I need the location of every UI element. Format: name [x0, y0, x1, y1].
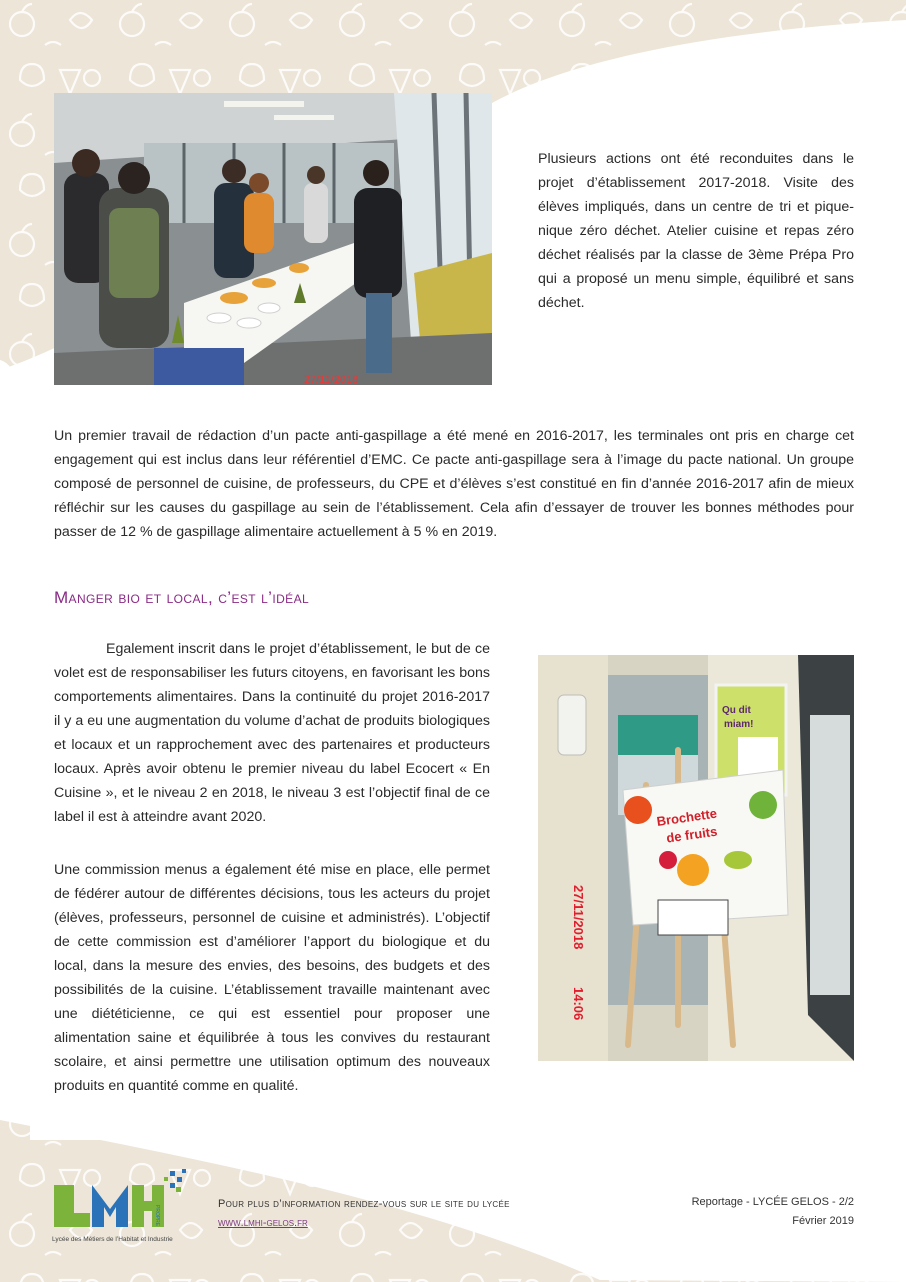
logo-side-text: PROPRE — [154, 1205, 160, 1227]
lycee-logo — [52, 1165, 192, 1245]
photo-cafeteria-buffet — [54, 93, 492, 385]
photo2-time-stamp: 14:06 — [571, 987, 586, 1021]
photo1-date-stamp: 27/11/2018 — [304, 374, 359, 385]
footer-report — [692, 1193, 854, 1231]
section-heading: Manger bio et local, c’est l’idéal — [54, 588, 310, 607]
report-label: Reportage - LYCÉE GELOS - 2/2 — [691, 1196, 854, 1208]
photo-fruit-poster — [538, 655, 854, 1061]
poster-title-2: de fruits — [665, 823, 719, 846]
report-date: Février 2019 — [792, 1215, 854, 1227]
logo-caption: Lycée des Métiers de l’Habitat et Industrie — [52, 1236, 173, 1243]
footer-info — [218, 1195, 510, 1233]
intro-paragraph: Plusieurs actions ont été reconduites dans le projet d’établissement 2017-2018. Visite des élèves impliqués, dans un centre de tri et pique-nique zéro déchet. Atelier cuisine et repas zéro déchet réalisés par la classe de 3ème Prépa Pro qui a proposé un menu simple, équilibré et sans déchet. — [538, 151, 854, 311]
poster-title-1: Brochette — [655, 805, 718, 829]
bio-paragraph-2: Une commission menus a également été mise en place, elle permet de fédérer autour de différentes décisions, tous les acteurs du projet (élèves, professeurs, personnel de cuisine et administrés). L’objectif de cette commission est d’améliorer l’apport du biologique et du local, dans la mesure des envies, des besoins, des budgets et des possibilités de la cuisine. L’établissement travaille maintenant avec une diététicienne, ce qui est essentiel pour proposer une alimentation saine et équilibrée à tous les convives du restaurant scolaire, et ainsi permettre une utilisation optimum des nouveaux produits en quantité comme en qualité. — [54, 862, 490, 1094]
footer-info-line: Pour plus d’information rendez-vous sur le site du lycée — [218, 1198, 510, 1210]
pacte-paragraph: Un premier travail de rédaction d’un pacte anti-gaspillage a été mené en 2016-2017, les terminales ont pris en charge cet engagement qui est inclus dans leur référentiel d’EMC. Ce pacte anti-gaspillage sera à l’image du pacte national. Un groupe composé de personnel de cuisine, de professeurs, du CPE et d’élèves s’est constitué en fin d’année 2016-2017 afin de mieux réfléchir sur les causes du gaspillage au sein de l’établissement. Cela afin d’essayer de trouver les bonnes méthodes pour passer de 12 % de gaspillage alimentaire actuellement à 5 % en 2019. — [54, 428, 854, 540]
wall-poster-text-1: Qu dit — [722, 705, 751, 716]
wall-poster-text-2: miam! — [724, 719, 754, 730]
website-link[interactable]: www.lmhi-gelos.fr — [218, 1217, 308, 1229]
photo2-date-stamp: 27/11/2018 — [571, 885, 586, 950]
bio-paragraph-1: Egalement inscrit dans le projet d’établissement, le but de ce volet est de responsabiliser les futurs citoyens, en favorisant les bons comportements alimentaires. Dans la continuité du projet 2016-2017 il y a eu une augmentation du volume d’achat de produits biologiques et locaux et un rapprochement avec des partenaires et producteurs locaux. Après avoir obtenu le premier niveau du label Ecocert « En Cuisine », et le niveau 2 en 2018, le niveau 3 est l’objectif final de ce label il est à atteindre avant 2020. — [54, 641, 490, 825]
